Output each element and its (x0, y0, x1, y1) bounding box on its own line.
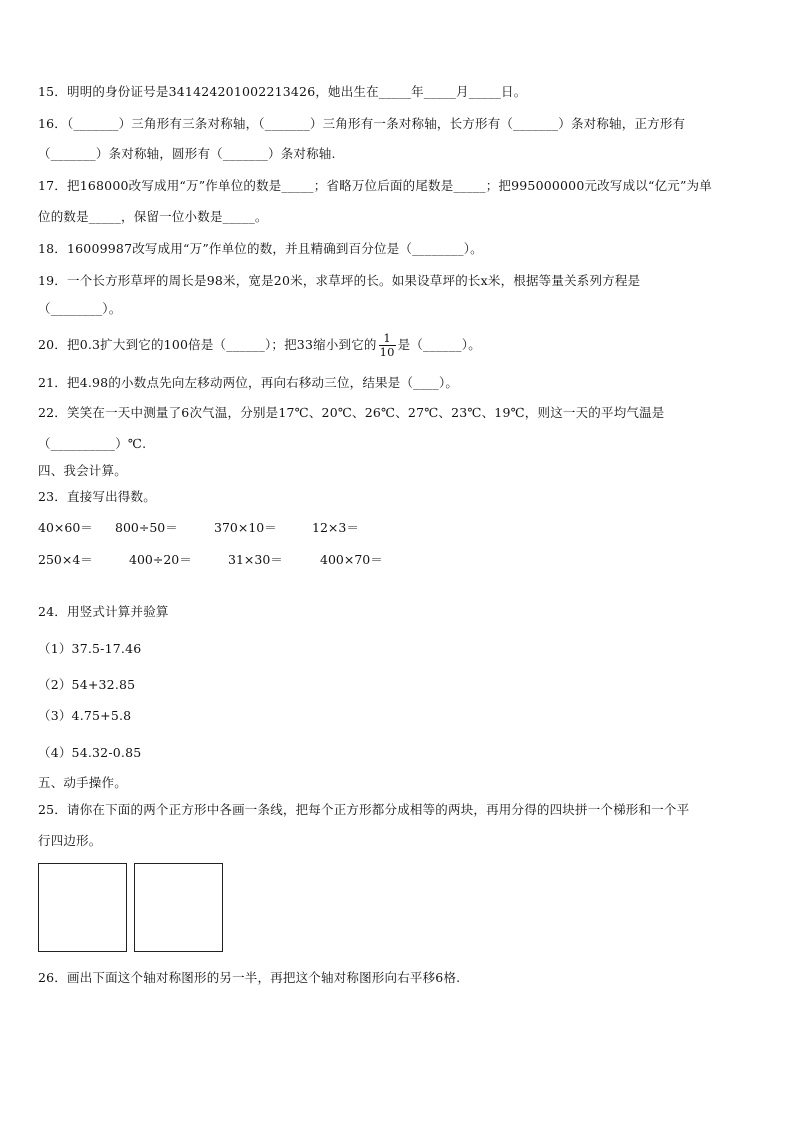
question-25-line-1: 25．请你在下面的两个正方形中各画一条线，把每个正方形都分成相等的两块，再用分得的四块拼一个梯形和一个平 (38, 802, 690, 817)
question-20-text-after: 是（______）。 (397, 337, 481, 352)
fraction-numerator: 1 (379, 332, 396, 346)
question-17-line-2: 位的数是_____，保留一位小数是_____。 (38, 209, 268, 224)
fraction-denominator: 10 (379, 345, 395, 359)
question-22-line-2: （__________）℃. (38, 436, 147, 451)
question-16-line-1: 16．（_______）三角形有三条对称轴，（_______）三角形有一条对称轴，长方形有（_______）条对称轴，正方形有 (38, 116, 686, 131)
question-18: 18．16009987改写成用“万”作单位的数，并且精确到百分位是（________）。 (38, 241, 483, 256)
section-5-heading: 五、动手操作。 (38, 775, 127, 790)
calc-item: 250×4＝ (38, 552, 93, 567)
calc-item: 12×3＝ (312, 520, 359, 535)
calc-item: 31×30＝ (228, 552, 283, 567)
calc-item: 800÷50＝ (115, 520, 178, 535)
question-26: 26．画出下面这个轴对称图形的另一半，再把这个轴对称图形向右平移6格. (38, 970, 461, 985)
calc-item: 400÷20＝ (129, 552, 192, 567)
vertical-calc-item-1: （1）37.5-17.46 (38, 641, 142, 656)
question-19-line-1: 19．一个长方形草坪的周长是98米，宽是20米，求草坪的长。如果设草坪的长x米，根据等量关系列方程是 (38, 273, 641, 288)
question-24-title: 24．用竖式计算并验算 (38, 604, 169, 619)
fraction-one-tenth (379, 332, 396, 359)
question-21: 21．把4.98的小数点先向左移动两位，再向右移动三位，结果是（____）。 (38, 375, 459, 390)
question-17-line-1: 17．把168000改写成用“万”作单位的数是_____；省略万位后面的尾数是_____；把995000000元改写成以“亿元”为单 (38, 178, 712, 193)
question-15: 15．明明的身份证号是341424201002213426，她出生在_____年_____月_____日。 (38, 84, 527, 99)
question-23-title: 23．直接写出得数。 (38, 489, 156, 504)
question-20 (38, 330, 481, 360)
drawing-square-left[interactable] (38, 863, 127, 952)
calc-item: 40×60＝ (38, 520, 93, 535)
vertical-calc-item-3: （3）4.75+5.8 (38, 708, 132, 723)
section-4-heading: 四、我会计算。 (38, 463, 127, 478)
question-22-line-1: 22．笑笑在一天中测量了6次气温，分别是17℃、20℃、26℃、27℃、23℃、19℃，则这一天的平均气温是 (38, 405, 665, 420)
drawing-square-right[interactable] (134, 863, 223, 952)
vertical-calc-item-2: （2）54+32.85 (38, 677, 136, 692)
calc-item: 400×70＝ (320, 552, 383, 567)
question-25-line-2: 行四边形。 (38, 833, 102, 848)
question-16-line-2: （_______）条对称轴，圆形有（_______）条对称轴. (38, 146, 336, 161)
vertical-calc-item-4: （4）54.32-0.85 (38, 745, 142, 760)
calc-item: 370×10＝ (214, 520, 277, 535)
question-19-line-2: （________）。 (38, 301, 122, 316)
question-20-text-before: 20．把0.3扩大到它的100倍是（______）；把33缩小到它的 (38, 337, 377, 352)
